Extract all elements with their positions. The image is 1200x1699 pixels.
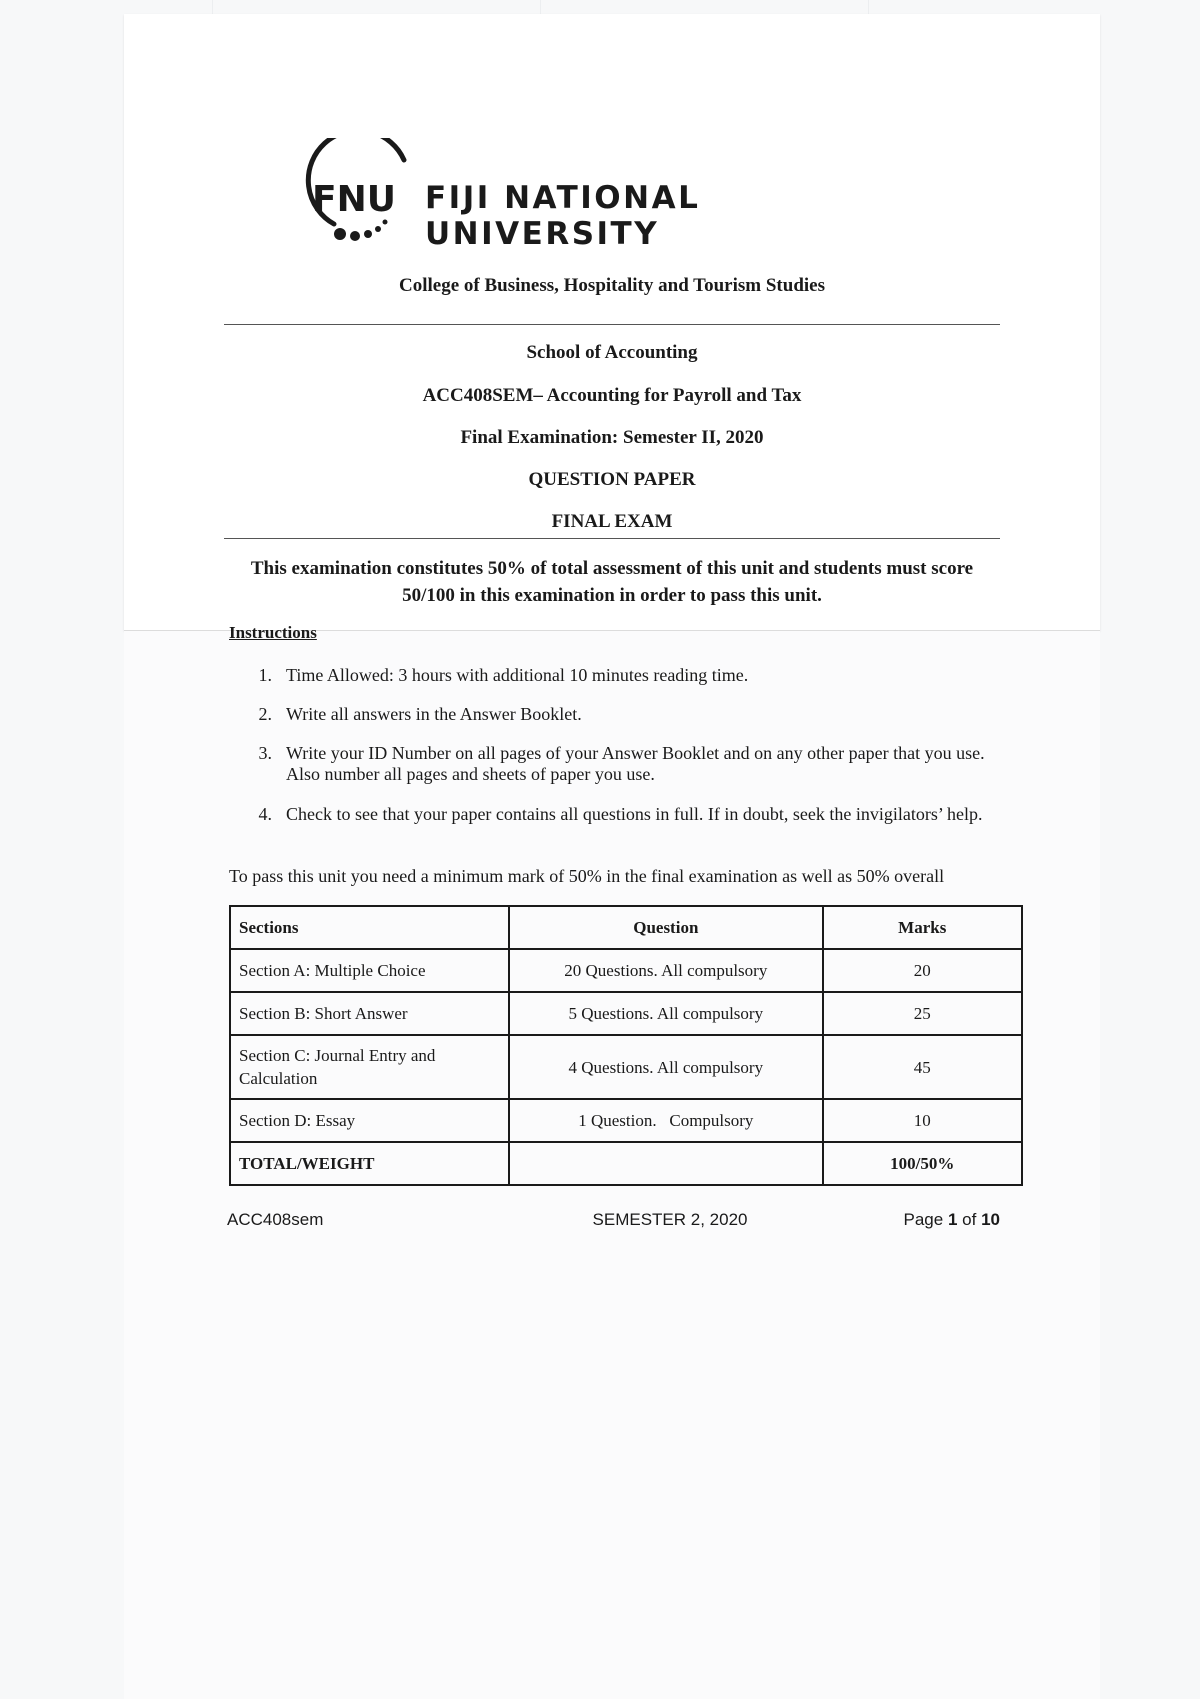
pass-requirement: To pass this unit you need a minimum mark of 50% in the final examination as well as 50% overall: [229, 866, 945, 886]
instruction-text: Check to see that your paper contains all questions in full. If in doubt, seek the invigilators’ help.: [286, 804, 983, 824]
instruction-text: Time Allowed: 3 hours with additional 10 minutes reading time.: [286, 665, 749, 685]
footer-page-number: [880, 1210, 1000, 1230]
divider-top: [224, 324, 1000, 325]
header-marks: Marks: [823, 906, 1023, 949]
exam-type: FINAL EXAM: [551, 511, 673, 532]
table-header-row: [230, 906, 1022, 949]
marks-cell: 10: [823, 1099, 1023, 1142]
total-label: TOTAL/WEIGHT: [230, 1142, 509, 1185]
question-cell: 4 Questions. All compulsory: [509, 1035, 822, 1099]
assessment-notice: [224, 555, 1000, 609]
marks-cell: 20: [823, 949, 1023, 992]
instruction-number: 1.: [258, 665, 272, 685]
table-row: [230, 949, 1022, 992]
school-name: School of Accounting: [526, 342, 698, 363]
total-marks: 100/50%: [823, 1142, 1023, 1185]
table-row: [230, 992, 1022, 1035]
header-question: Question: [509, 906, 822, 949]
fnu-emblem-icon: [300, 138, 430, 248]
marks-cell: 45: [823, 1035, 1023, 1099]
table-total-row: [230, 1142, 1022, 1185]
notice-line-2: 50/100 in this examination in order to pass this unit.: [402, 585, 822, 606]
page-prefix: Page: [903, 1210, 944, 1229]
notice-line-1: This examination constitutes 50% of total assessment of this unit and students must score: [250, 558, 974, 579]
footer-course-code: ACC408sem: [227, 1210, 324, 1229]
instruction-text: Write your ID Number on all pages of your Answer Booklet and on any other paper that you use. Also number all pages and sheets of paper you use.: [286, 743, 985, 784]
header-sections: Sections: [230, 906, 509, 949]
fnu-logo: [300, 138, 940, 252]
paper-type: QUESTION PAPER: [528, 469, 696, 490]
footer-semester: SEMESTER 2, 2020: [592, 1210, 748, 1229]
section-cell: Section C: Journal Entry and Calculation: [230, 1035, 509, 1099]
exam-name: Final Examination: Semester II, 2020: [460, 427, 764, 448]
table-row: [230, 1035, 1022, 1099]
question-cell: 5 Questions. All compulsory: [509, 992, 822, 1035]
section-cell: Section A: Multiple Choice: [230, 949, 509, 992]
question-cell: 1 Question. Compulsory: [509, 1099, 822, 1142]
logo-acronym: FNU: [312, 179, 396, 220]
page-current: 1: [947, 1210, 958, 1229]
instruction-number: 2.: [258, 704, 272, 724]
section-cell: Section B: Short Answer: [230, 992, 509, 1035]
instruction-number: 4.: [258, 804, 272, 824]
total-question: [509, 1142, 822, 1185]
instruction-text: Write all answers in the Answer Booklet.: [286, 704, 582, 724]
divider-bottom: [224, 538, 1000, 539]
course-title: ACC408SEM– Accounting for Payroll and Tax: [422, 385, 802, 406]
page-of: of: [962, 1210, 977, 1229]
marks-table: [229, 905, 1023, 1186]
marks-cell: 25: [823, 992, 1023, 1035]
instruction-number: 3.: [258, 743, 272, 763]
question-cell: 20 Questions. All compulsory: [509, 949, 822, 992]
university-name: FIJI NATIONAL UNIVERSITY: [425, 180, 701, 252]
college-name: College of Business, Hospitality and Tourism Studies: [398, 275, 825, 296]
page-total: 10: [981, 1210, 1000, 1229]
table-row: [230, 1099, 1022, 1142]
section-cell: Section D: Essay: [230, 1099, 509, 1142]
instructions-heading: Instructions: [229, 623, 317, 642]
